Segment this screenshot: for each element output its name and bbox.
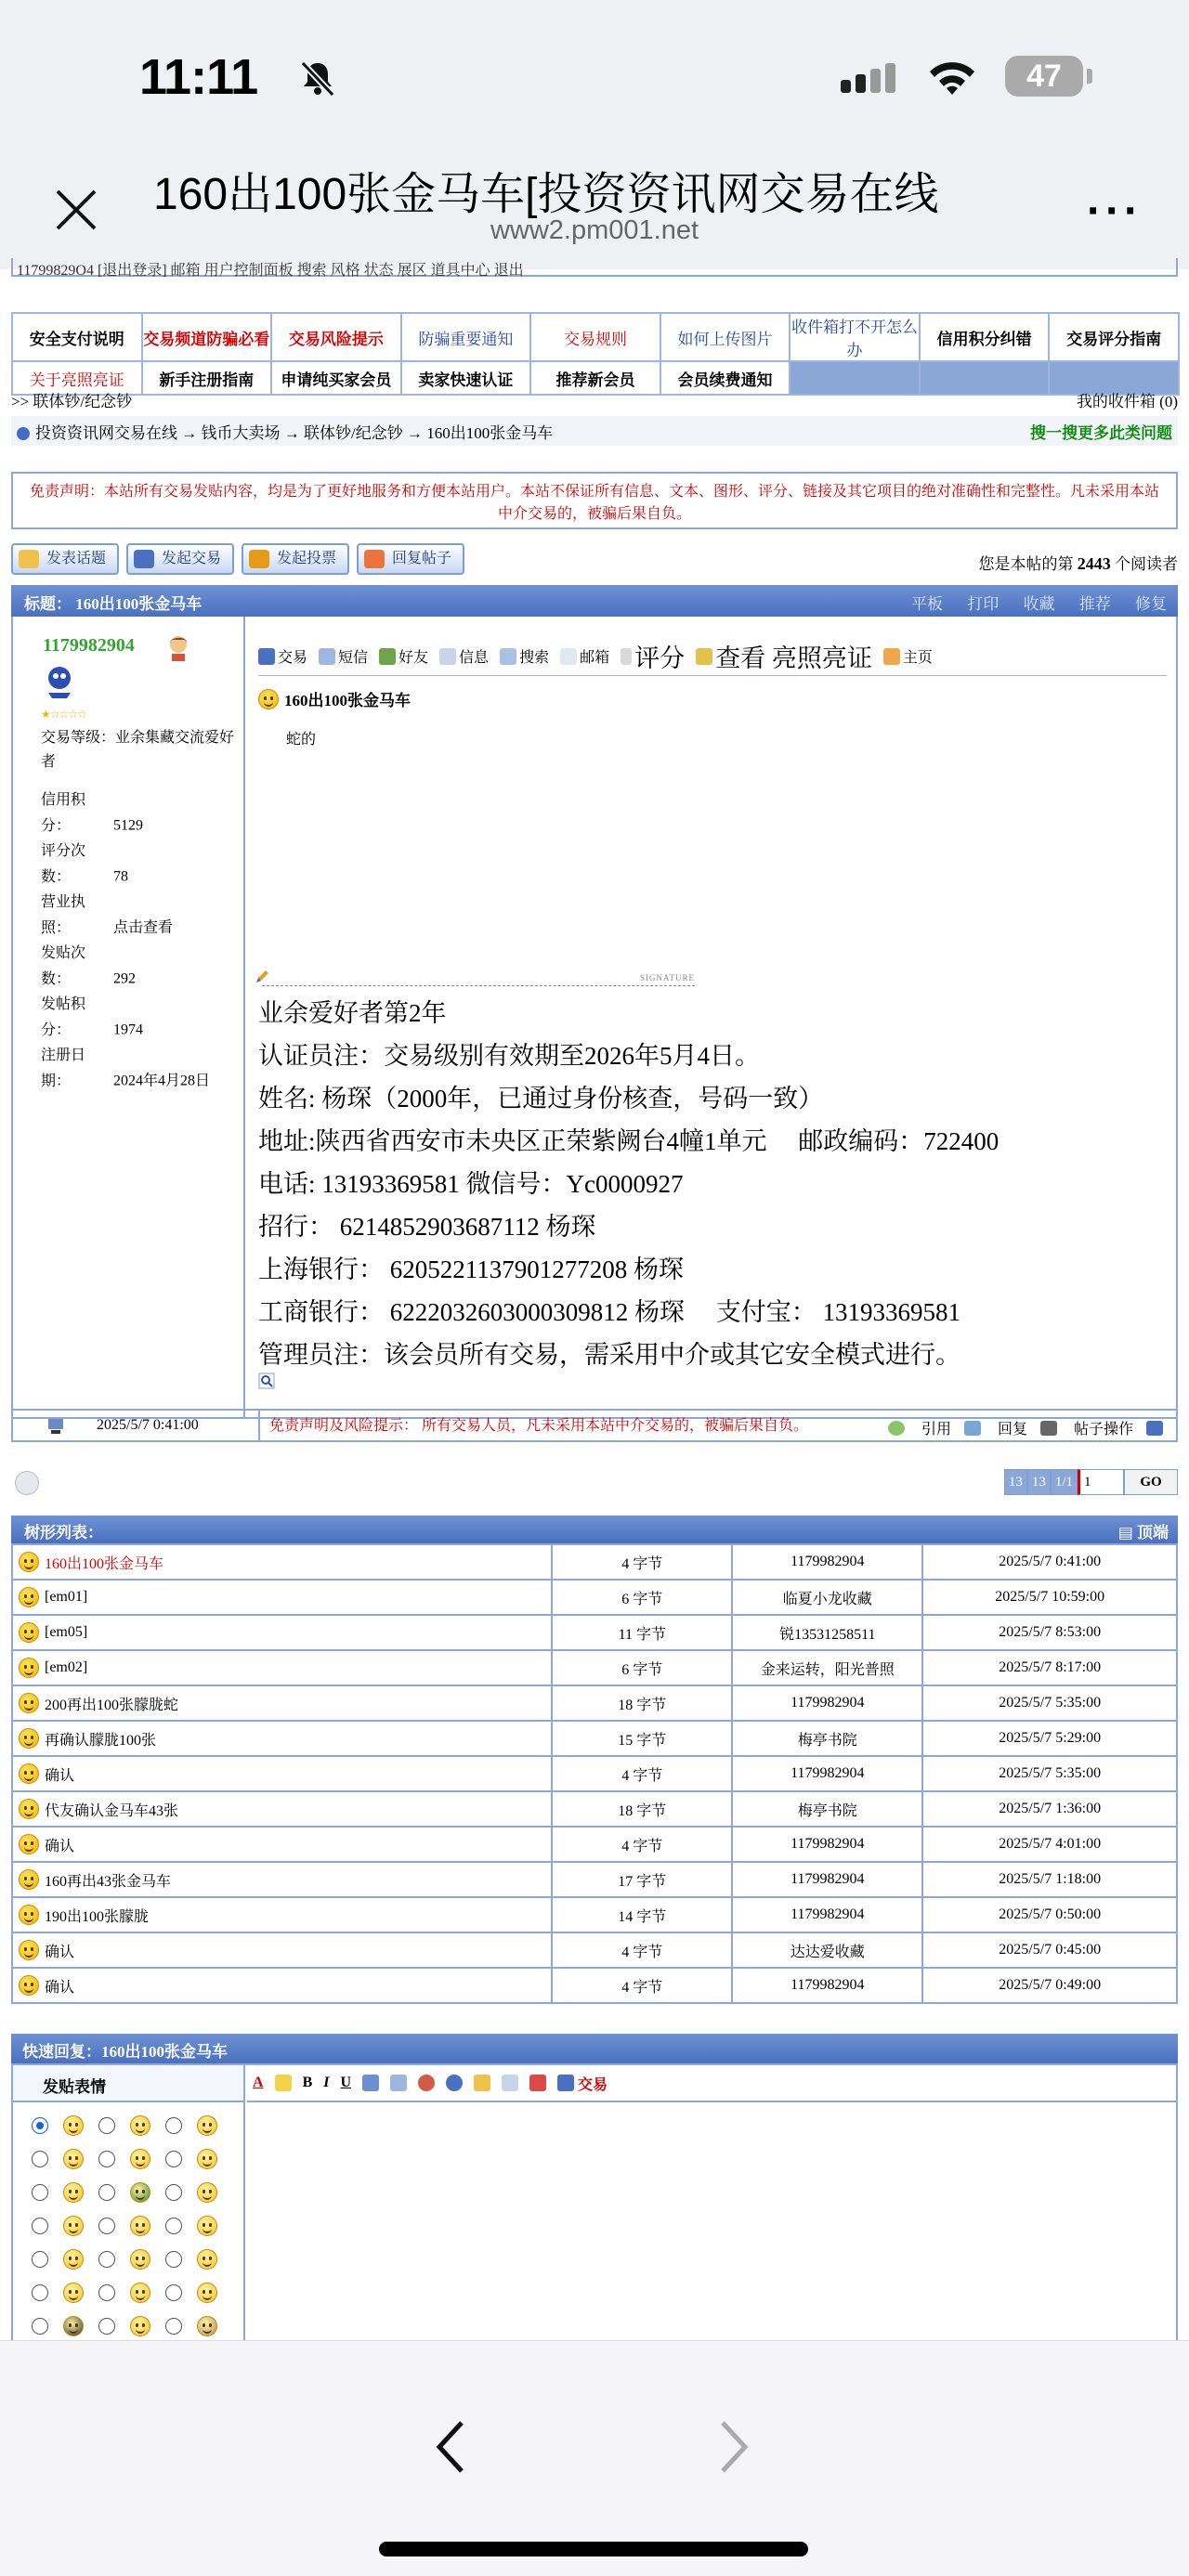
emotion-radio[interactable] xyxy=(165,2284,182,2301)
license-link[interactable]: 点击查看 xyxy=(113,919,174,936)
underline-button[interactable]: U xyxy=(340,2075,352,2090)
font-color-button[interactable]: A xyxy=(253,2075,264,2090)
reply-user[interactable]: 1179982904 xyxy=(732,1544,922,1580)
reply-size: 14 字节 xyxy=(552,1897,732,1932)
emotion-label: 发贴表情 xyxy=(13,2065,243,2102)
emotion-face-icon xyxy=(197,2149,217,2169)
reply-user[interactable]: 梅亭书院 xyxy=(732,1791,922,1827)
table-row[interactable] xyxy=(12,1791,1177,1827)
reply-user[interactable]: 临夏小龙收藏 xyxy=(732,1580,922,1615)
rate-icon xyxy=(621,648,632,665)
reply-time: 2025/5/7 0:50:00 xyxy=(922,1897,1177,1932)
emotion-radio[interactable] xyxy=(32,2117,48,2134)
message-link[interactable]: 短信 xyxy=(319,645,368,667)
emotion-face-icon xyxy=(63,2316,84,2336)
emotion-radio[interactable] xyxy=(165,2251,182,2268)
signature-line: 上海银行： 6205221137901277208 杨琛 xyxy=(258,1255,684,1283)
tool-repair[interactable]: 修复 xyxy=(1135,595,1167,613)
inbox-link[interactable]: 我的收件箱 (0) xyxy=(1076,393,1178,410)
notice-link[interactable]: 信用积分纠错 xyxy=(920,313,1050,361)
home-indicator xyxy=(379,2542,808,2556)
disclaimer-box: 免责声明：本站所有交易发贴内容，均是为了更好地服务和方便本站用户。本站不保证所有信息、文本、图形、评分、链接及其它项目的绝对准确性和完整性。凡未采用本站中介交易的，被骗后果自负。 xyxy=(11,472,1178,529)
reply-size: 4 字节 xyxy=(552,1544,732,1580)
reply-subject-link[interactable]: [em01] xyxy=(45,1589,88,1605)
emotion-face-icon xyxy=(130,2316,150,2336)
signature-line: 招行： 6214852903687112 杨琛 xyxy=(258,1213,596,1241)
notice-link[interactable]: 如何上传图片 xyxy=(660,313,790,361)
page-count: 1/1 xyxy=(1051,1469,1078,1495)
emotion-radio[interactable] xyxy=(32,2218,48,2234)
home-icon xyxy=(883,648,900,665)
smile-icon xyxy=(19,1834,39,1854)
wifi-icon xyxy=(924,58,980,98)
notice-link[interactable]: 交易频道防骗必看 xyxy=(142,313,272,361)
tool-favorite[interactable]: 收藏 xyxy=(1023,595,1055,613)
mail-icon xyxy=(560,648,577,665)
reply-icon xyxy=(964,1421,981,1436)
reply-user[interactable]: 达达爱收藏 xyxy=(732,1932,922,1968)
reply-user[interactable]: 1179982904 xyxy=(732,1862,922,1897)
reply-post-button[interactable]: 回复 xyxy=(964,1417,1027,1438)
page-title: 160出100张金马车[投资资讯网交易在线 xyxy=(153,170,939,219)
license-icon xyxy=(696,648,712,665)
sort-toggle-icon[interactable] xyxy=(15,1471,39,1495)
emotion-face-icon xyxy=(197,2316,217,2336)
signature-text xyxy=(258,992,1169,1376)
table-row[interactable] xyxy=(12,1544,1177,1580)
tool-tablet[interactable]: 平板 xyxy=(911,595,943,613)
table-row[interactable] xyxy=(12,1897,1177,1932)
post-main xyxy=(247,617,1178,1417)
reply-time: 2025/5/7 0:49:00 xyxy=(922,1968,1177,2003)
notice-link[interactable]: 防骗重要通知 xyxy=(401,313,531,361)
author-stat: 评分次数： 78 xyxy=(41,843,128,885)
friends-icon xyxy=(379,648,396,665)
emotion-face-icon xyxy=(197,2249,217,2270)
smile-icon xyxy=(19,1728,39,1749)
homepage-link[interactable]: 主页 xyxy=(883,645,933,667)
emotion-radio[interactable] xyxy=(32,2251,48,2268)
search-link[interactable]: 搜索 xyxy=(500,645,549,667)
forum-link[interactable]: >> 联体钞/纪念钞 xyxy=(11,393,133,410)
reply-user[interactable]: 1179982904 xyxy=(732,1827,922,1862)
quote-button[interactable]: 引用 xyxy=(888,1417,951,1438)
path-breadcrumb xyxy=(11,416,1178,446)
notice-link[interactable]: 交易规则 xyxy=(530,313,660,361)
table-row[interactable] xyxy=(12,1615,1177,1650)
reply-time: 2025/5/7 1:18:00 xyxy=(922,1862,1177,1897)
emotion-radio[interactable] xyxy=(165,2151,182,2167)
media-icon[interactable] xyxy=(446,2075,463,2091)
reply-subject-link[interactable]: 160再出43张金马车 xyxy=(45,1873,172,1890)
emotion-radio[interactable] xyxy=(32,2284,48,2301)
shield-icon xyxy=(134,550,154,568)
highlight-icon[interactable] xyxy=(275,2075,292,2091)
reply-time: 2025/5/7 8:17:00 xyxy=(922,1650,1177,1685)
post-header-tools xyxy=(891,591,1167,614)
bell-muted-icon xyxy=(297,58,338,98)
pencil-icon xyxy=(255,969,269,984)
emotion-radio[interactable] xyxy=(32,2318,48,2335)
post-footer xyxy=(11,1409,1178,1442)
emotion-grid xyxy=(13,2102,243,2370)
signature-block xyxy=(258,968,1169,1376)
post-ops xyxy=(875,1417,1167,1438)
post-header xyxy=(11,585,1178,617)
emotion-radio[interactable] xyxy=(98,2318,115,2335)
status-bar xyxy=(0,0,1189,149)
notice-link-grid xyxy=(11,312,1180,396)
new-topic-button[interactable]: 发表话题 xyxy=(11,543,119,575)
rate-link[interactable]: 评分 xyxy=(621,638,685,674)
view-counter: 您是本帖的第 2443 个阅读者 xyxy=(978,554,1178,573)
signature-line: 工商银行： 6222032603000309812 杨琛 支付宝： 13193369581 xyxy=(258,1298,960,1326)
reply-subject-link[interactable]: 190出100张朦胧 xyxy=(45,1908,150,1925)
arrow-circle-icon xyxy=(17,427,30,440)
editor-panel xyxy=(247,2065,1178,2342)
signature-line: 业余爱好者第2年 xyxy=(258,999,447,1027)
reply-subject-link[interactable]: [em02] xyxy=(45,1659,88,1675)
page-url: www2.pm001.net xyxy=(490,215,699,245)
reply-user[interactable]: 金来运转，阳光普照 xyxy=(732,1650,922,1685)
view-license-link[interactable]: 查看 亮照亮证 xyxy=(696,638,872,674)
signature-line: 地址:陕西省西安市未央区正荣紫阙台4幢1单元 邮政编码：722400 xyxy=(258,1127,1000,1155)
notice-link[interactable]: 收件箱打不开怎么办 xyxy=(790,313,920,361)
quick-reply-header: 快速回复：160出100张金马车 xyxy=(11,2034,1178,2063)
emotion-face-icon xyxy=(63,2249,84,2270)
table-row[interactable] xyxy=(12,1932,1177,1968)
author-stat: 发贴次数： 292 xyxy=(41,945,136,987)
smile-icon xyxy=(19,1975,39,1996)
editor-toolbar xyxy=(247,2065,1178,2102)
table-row[interactable] xyxy=(12,1650,1177,1685)
notice-link[interactable]: 交易风险提示 xyxy=(271,313,401,361)
top-link[interactable]: ▤ 顶端 xyxy=(1117,1524,1169,1542)
risk-warning: 免责声明及风险提示： 所有交易人员，凡未采用本站中介交易的，被骗后果自负。 xyxy=(258,1411,808,1442)
reply-size: 4 字节 xyxy=(552,1932,732,1968)
user-toolbar xyxy=(258,637,1167,676)
battery-indicator: 47 xyxy=(1005,56,1083,97)
post-actions-button[interactable]: 帖子操作 xyxy=(1040,1417,1133,1438)
go-button[interactable]: GO xyxy=(1124,1469,1178,1495)
smile-icon xyxy=(19,1552,39,1572)
reply-subject-link[interactable]: 确认 xyxy=(45,1979,75,1996)
smile-icon xyxy=(19,1622,39,1643)
code-icon[interactable] xyxy=(502,2075,518,2091)
table-row[interactable] xyxy=(12,1968,1177,2003)
arrow-up-icon xyxy=(1146,1421,1163,1436)
reply-user[interactable]: 1179982904 xyxy=(732,1685,922,1721)
scroll-top-button[interactable] xyxy=(1146,1421,1167,1436)
emotion-face-icon xyxy=(130,2216,150,2236)
tree-list-header: 树形列表： ▤ 顶端 xyxy=(11,1516,1178,1543)
smile-icon xyxy=(19,1940,39,1960)
reply-user[interactable]: 1179982904 xyxy=(732,1756,922,1791)
reply-icon xyxy=(364,550,385,568)
breadcrumb-path[interactable]: 投资资讯网交易在线 → 钱币大卖场 → 联体钞/纪念钞 → 160出100张金马车 xyxy=(35,424,554,442)
reply-subject-link[interactable]: 确认 xyxy=(45,1838,75,1854)
page-last[interactable]: 13 xyxy=(1027,1469,1051,1495)
author-name[interactable]: 1179982904 xyxy=(43,635,135,656)
emotion-face-icon xyxy=(197,2216,217,2236)
notice-link[interactable]: 会员续费通知 xyxy=(660,361,790,395)
cellular-signal-icon xyxy=(841,63,900,93)
editor-trade-button[interactable]: 交易 xyxy=(557,2073,619,2094)
signature-line: 电话: 13193369581 微信号：Yc0000927 xyxy=(258,1170,684,1198)
reply-subject-link[interactable]: 200再出100张朦胧蛇 xyxy=(45,1697,179,1713)
table-row[interactable] xyxy=(12,1756,1177,1791)
table-icon[interactable] xyxy=(529,2075,546,2091)
emotion-radio[interactable] xyxy=(165,2318,182,2335)
emotion-face-icon xyxy=(130,2115,150,2136)
emotion-panel xyxy=(13,2065,245,2342)
bold-button[interactable]: B xyxy=(302,2075,313,2090)
user-nav-bar[interactable]: 11799829O4 [退出登录] 邮箱 用户控制面板 搜索 风格 状态 展区 道具中心 退出 xyxy=(11,258,1178,277)
emotion-radio[interactable] xyxy=(98,2218,115,2234)
table-row[interactable] xyxy=(12,1862,1177,1897)
trade-link[interactable]: 交易 xyxy=(258,645,307,667)
forward-arrow-icon[interactable] xyxy=(715,2417,752,2477)
table-row[interactable] xyxy=(12,1685,1177,1721)
notice-link[interactable]: 卖家快速认证 xyxy=(401,361,531,395)
smile-icon xyxy=(19,1658,39,1678)
page-first[interactable]: 13 xyxy=(1004,1469,1027,1495)
post-body xyxy=(11,617,1178,1419)
smile-icon xyxy=(19,1693,39,1713)
reply-time: 2025/5/7 5:35:00 xyxy=(922,1756,1177,1791)
info-link[interactable]: 信息 xyxy=(439,645,489,667)
signature-line: 管理员注：该会员所有交易，需采用中介或其它安全模式进行。 xyxy=(258,1341,960,1369)
notice-link[interactable]: 新手注册指南 xyxy=(142,361,272,395)
notice-link[interactable]: 安全支付说明 xyxy=(12,313,142,361)
shield-icon xyxy=(258,648,275,665)
doc-icon: ▤ xyxy=(1117,1524,1137,1542)
page-input[interactable]: 1 xyxy=(1078,1469,1124,1495)
tools-icon xyxy=(1040,1421,1057,1436)
emotion-face-icon xyxy=(63,2283,84,2303)
back-arrow-icon[interactable] xyxy=(432,2417,469,2477)
post-date: 2025/5/7 0:41:00 xyxy=(97,1417,199,1433)
quote-box-icon[interactable] xyxy=(474,2075,490,2091)
pagination xyxy=(1004,1469,1178,1495)
signature-line: 姓名: 杨琛（2000年，已通过身份核查，号码一致） xyxy=(258,1085,824,1112)
emotion-face-icon xyxy=(130,2283,150,2303)
signature-divider: SIGNATURE xyxy=(262,968,695,986)
reply-size: 6 字节 xyxy=(552,1650,732,1685)
reply-button[interactable]: 回复帖子 xyxy=(357,543,464,575)
smile-icon xyxy=(19,1905,39,1925)
reply-time: 2025/5/7 4:01:00 xyxy=(922,1827,1177,1862)
table-row[interactable] xyxy=(12,1580,1177,1615)
browser-header xyxy=(0,149,1189,269)
reply-textarea[interactable] xyxy=(247,2104,1176,2342)
reply-size: 4 字节 xyxy=(552,1827,732,1862)
emotion-radio[interactable] xyxy=(32,2151,48,2167)
notice-link[interactable]: 关于亮照亮证 xyxy=(12,361,142,395)
search-icon xyxy=(500,648,516,665)
reply-subject-link[interactable]: 代友确认金马车43张 xyxy=(45,1802,179,1819)
emotion-radio[interactable] xyxy=(98,2251,115,2268)
reply-subject-link[interactable]: [em05] xyxy=(45,1624,88,1640)
smile-icon xyxy=(19,1587,39,1607)
emotion-face-icon xyxy=(63,2149,84,2169)
signature-line: 认证员注：交易级别有效期至2026年5月4日。 xyxy=(258,1042,760,1070)
reply-time: 2025/5/7 0:41:00 xyxy=(922,1544,1177,1580)
reply-time: 2025/5/7 10:59:00 xyxy=(922,1580,1177,1615)
reply-size: 18 字节 xyxy=(552,1685,732,1721)
post-header-title: 标题： 160出100张金马车 xyxy=(24,595,203,613)
avatar[interactable] xyxy=(41,661,80,700)
pager-row xyxy=(11,1467,1178,1499)
male-user-icon xyxy=(166,633,190,661)
emotion-radio[interactable] xyxy=(98,2117,115,2134)
info-icon xyxy=(439,648,456,665)
reply-subject-link[interactable]: 确认 xyxy=(45,1767,75,1784)
table-row[interactable] xyxy=(12,1827,1177,1862)
emotion-radio[interactable] xyxy=(98,2184,115,2201)
author-panel xyxy=(13,617,245,1417)
emotion-radio[interactable] xyxy=(165,2218,182,2234)
trade-level: 交易等级：业余集藏交流爱好者 xyxy=(41,730,235,770)
chart-icon xyxy=(249,550,269,568)
forum-page xyxy=(0,263,1189,2340)
tool-print[interactable]: 打印 xyxy=(967,595,1000,613)
emotion-radio[interactable] xyxy=(165,2117,182,2134)
tree-list xyxy=(11,1543,1178,2004)
smile-icon xyxy=(19,1799,39,1819)
author-stat: 发帖积分： 1974 xyxy=(41,996,143,1038)
emotion-face-icon xyxy=(130,2149,150,2169)
emotion-face-icon xyxy=(63,2115,84,2136)
emotion-radio[interactable] xyxy=(165,2184,182,2201)
post-text: 蛇的 xyxy=(286,732,317,748)
quick-reply xyxy=(11,2063,1178,2342)
author-stat: 营业执照： 点击查看 xyxy=(41,894,174,936)
author-stat: 注册日期： 2024年4月28日 xyxy=(41,1047,211,1089)
new-trade-button[interactable]: 发起交易 xyxy=(126,543,234,575)
smile-icon xyxy=(19,1763,39,1784)
computer-icon xyxy=(46,1418,65,1435)
emotion-radio[interactable] xyxy=(32,2184,48,2201)
reply-time: 2025/5/7 5:35:00 xyxy=(922,1685,1177,1721)
action-row xyxy=(11,543,1178,579)
status-time: 11:11 xyxy=(139,49,258,105)
emotion-face-icon xyxy=(197,2182,217,2203)
reply-time: 2025/5/7 0:45:00 xyxy=(922,1932,1177,1968)
search-more-link[interactable]: 搜一搜更多此类问题 xyxy=(1030,424,1172,442)
quote-icon xyxy=(888,1421,905,1436)
notice-link[interactable]: 推荐新会员 xyxy=(530,361,660,395)
notice-link[interactable]: 申请纯买家会员 xyxy=(271,361,401,395)
reply-time: 2025/5/7 5:29:00 xyxy=(922,1721,1177,1756)
notice-link[interactable]: 交易评分指南 xyxy=(1049,313,1179,361)
italic-button[interactable]: I xyxy=(323,2075,330,2090)
message-icon xyxy=(319,648,335,665)
reply-size: 11 字节 xyxy=(552,1615,732,1650)
reply-subject-link[interactable]: 再确认朦胧100张 xyxy=(45,1732,157,1749)
new-poll-button[interactable]: 发起投票 xyxy=(242,543,349,575)
rank-stars: ★☆☆☆☆ xyxy=(41,708,86,721)
reply-size: 18 字节 xyxy=(552,1791,732,1827)
image-icon[interactable] xyxy=(390,2075,407,2091)
reply-subject-link[interactable]: 160出100张金马车 xyxy=(45,1555,164,1572)
reply-user[interactable]: 梅亭书院 xyxy=(732,1721,922,1756)
reply-size: 6 字节 xyxy=(552,1580,732,1615)
tool-recommend[interactable]: 推荐 xyxy=(1078,595,1111,613)
flash-icon[interactable] xyxy=(418,2075,435,2091)
table-row[interactable] xyxy=(12,1721,1177,1756)
more-menu-icon[interactable]: ··· xyxy=(1087,187,1143,236)
author-stats xyxy=(41,787,210,1094)
emotion-face-icon xyxy=(63,2216,84,2236)
zoom-icon[interactable] xyxy=(258,1373,275,1389)
emotion-face-icon xyxy=(197,2115,217,2136)
emotion-face-icon xyxy=(130,2182,150,2203)
forum-breadcrumb xyxy=(11,388,1178,411)
emotion-face-icon xyxy=(197,2283,217,2303)
reply-size: 15 字节 xyxy=(552,1721,732,1756)
reply-user[interactable]: 锐13531258511 xyxy=(732,1615,922,1650)
reply-time: 2025/5/7 1:36:00 xyxy=(922,1791,1177,1827)
pencil-icon xyxy=(19,550,39,568)
emotion-radio[interactable] xyxy=(98,2151,115,2167)
reply-time: 2025/5/7 8:53:00 xyxy=(922,1615,1177,1650)
friend-link[interactable]: 好友 xyxy=(379,645,428,667)
mail-link[interactable]: 邮箱 xyxy=(560,645,609,667)
smile-icon xyxy=(19,1869,39,1890)
post-title: 160出100张金马车 xyxy=(258,687,1167,710)
reply-user[interactable]: 1179982904 xyxy=(732,1897,922,1932)
reply-subject-link[interactable]: 确认 xyxy=(45,1944,75,1960)
reply-size: 4 字节 xyxy=(552,1968,732,2003)
smile-icon xyxy=(258,689,279,709)
browser-bottom-bar xyxy=(0,2340,1189,2576)
reply-user[interactable]: 1179982904 xyxy=(732,1968,922,2003)
link-icon[interactable] xyxy=(362,2075,379,2091)
reply-size: 4 字节 xyxy=(552,1756,732,1791)
author-stat: 信用积分： 5129 xyxy=(41,792,143,834)
emotion-face-icon xyxy=(63,2182,84,2203)
reply-size: 17 字节 xyxy=(552,1862,732,1897)
emotion-face-icon xyxy=(130,2249,150,2270)
emotion-radio[interactable] xyxy=(98,2284,115,2301)
